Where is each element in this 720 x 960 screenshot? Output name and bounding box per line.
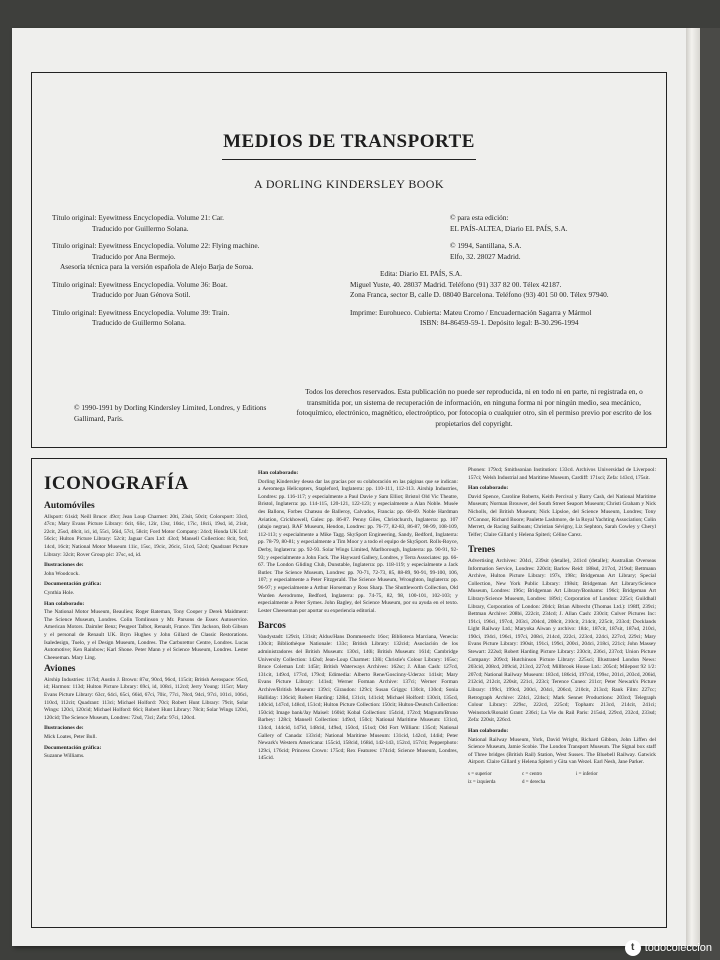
santillana-address: Elfo, 32. 28027 Madrid. [450, 251, 521, 261]
ilustradores-aviones: Mick Loates, Peter Bull. [44, 734, 97, 741]
iconografia-title: ICONOGRAFÍA [44, 473, 189, 494]
heading-documentacion-aviones: Documentación gráfica: [44, 744, 102, 751]
heading-trenes: Trenes [468, 545, 496, 556]
legend-item: s = superior [468, 771, 492, 777]
original-copyright: © 1990-1991 by Dorling Kindersley Limited, Londres, y Editions Gallimard, París. [74, 403, 267, 423]
credits-frame [31, 72, 667, 448]
credits-trenes: Advertising Archives: 204ci, 239sit (detalle), 241cd (detalle); Australian Overseas Information Service, Londres: 220cit; Barlow Reid: 188sd, 217cd, 219sd; Bettmann Archive, Hulton Picture Library: 197s, 198c; Bridgeman Art Library; Special Collection, New York Public Library: 198sit; Bridgeman Art Library/Science Museum, Londres: 196c; Bridgeman Art Library/Bonhams: 196ci; Bridgeman Art Library/Science Museum, Londres: 189ci; Corporation of London: 225ci; Guildhall Library, Corporation of London: 204ci; Brian Albrecht (Thomas Ltd.): 198ff, 239ci; Bettman Archive: 208bi, 222cit, 234cd; J. Allan Cash: 230cit; Culver Pictures Inc: 191ci, 196ci, 197cd, 203ci, 204cd, 208cit, 210cit, 214cit, 225cit, 233cd; Docklands Light Railway Ltd.; Maryoka Aiwan y archivo: 184c, 187cit, 187sit, 187sd, 210ci, 190ci, 194ci, 196ci, 197ci, 208ci, 214cd, 222ci, 223cd, 224ci, 227cd, 229ci; Mary Evans Picture Library: 190sit, 191ci, 199ci, 200ci, 204ci, 218ci, 221ci; John Massey Stewart: 222sd; Robert Harding Picture Library: 230cit, 236ci, 237cd; Union Picture Company: 209cd; Hutchinson Picture Library: 225sci; Illustrated London News: 203cid, 208cd, 209cid, 213cd, 227cd; Millbrook House Ltd.: 205cd; Milepost 92 1/2: 207cd; National Railway Museum: 183cd, 186cid, 197cid, 199sc, 201ci, 203cd, 206id, 212cid, 212cit, 220sit, 221ci, 223ci; Terence Cuneo: 211cr; Peter Newark's Picture Library: 199ci, 199cd, 200ci, 204ci, 206cd, 210cit, 213cd; Rank Film: 227cc; Retrograph Archive: 224ci, 224sci; Mark Sennet Productions: 203cd; Telegraph Colour Library: 229sc, 222cd, 225cd; Topham: 213cd, 214cit, 241ci; Weinstock/Ronald Grant: 236ci; La Vie du Rail Paris: 215sid, 229cd, 232cd, 233sd; Zefa: 220sit, 226cd. [468, 557, 656, 724]
heading-colaborado-barcos: Han colaborado: [468, 485, 509, 492]
heading-barcos: Barcos [258, 621, 286, 632]
book-title: MEDIOS DE TRANSPORTE [223, 131, 475, 152]
rights-notice: Todos los derechos reservados. Esta publicación no puede ser reproducida, ni en todo ni en parte, ni registrada en, o transmitida por, un sistema de recuperación de información, en ninguna forma ni por ningún medio, sea mecánico, fotoquímico, electrónico, magnético, electroóptico, por fotocopia o cualquier otro, sin el permiso previo por escrito de los propietarios del copyright. [296, 387, 652, 428]
colaboradores-aviones: Dorling Kindersley desea dar las gracias por su colaboración en las páginas que se indican: a Aeromega Helicopters, Stapleford, Inglaterra: pp. 110-111, 112-113. Airship Industries, Londres: pp. 116-117; y especialmente a Paul Davie y Sam Elliot; Bristol Old Vic Theatre, Bristol, Inglaterra: pp. 114-115, 120-121, 122-123; y especialmente a Alan Noble. Musée des Ballons, Forbes Chateau de Balleroy, Calvados, Francia: pp. 68-69. Noble Hardman Aviation, Crickhowell, Gales: pp. 86-87. Penny Giles, Christchurch, Inglaterra: pp. 107 (abajo negras). RAF Museum, Hendon, Londres: pp. 76-77, 82-83, 86-87, 98-99, 108-109, 112-113; y especialmente a Mike Tagg. SkySport Engineering, Sandy, Bedford, Inglaterra: pp. 78-79, 80-81; y especialmente a Tim Moor y a todo el equipo de SkySport. Rolls-Royce, Derby, Inglaterra: pp. 92-93. Solar Wings Limited, Marlborough, Inglaterra: pp. 90-91, 92-93; y especialmente a John Fack. The Hayward Gallery, Londres, y Terra Associates: pp. 66-67. The London Gliding Club, Dunstable, Inglaterra: pp. 118-119; y especialmente a Jack Butler. The Science Museum, Londres: pp. 70-71, 72-73, 85, 88-89, 90-91, 99-100, 106, 107; y especialmente a Peter Fitzgerald. The Science Museum, Wroughton, Inglaterra: pp. 96-97; y especialmente a Arthur Horseman y Ross Sharp. The Shuttleworth Collection, Old Warden Aerodrome, Bedford, Inglaterra: pp. 74-75, 82, 98, 100-101, 102-103; y especialmente a Peter Symes. John Bagley, del Science Museum, por su ayuda en el texto. Lester Cheeseman por aportar su experiencia editorial. [258, 478, 458, 614]
heading-colaborado: Han colaborado: [44, 600, 85, 607]
volume-21: Título original: Eyewitness Encyclopedia. Volume 21: Car. Traducido por Guillermo Solana. [52, 213, 224, 233]
original-titles [52, 213, 292, 336]
credits-aviones: Airship Industries: 117id; Austin J. Brown: 87sr, 90cd, 96cd, 115cit; British Aerospace: 95cd, id; Harmon: 113d; Hulton Picture Library: 69ci, id, 108ci, 112cd; Jerry Young: 115cr; Mary Evans Picture Library: 63cr, 64ci, 65ci, 66id, 67ci, 70ic, 77ci, 78cd, 94ci, 97ci, 101ci, 106ci, 110cd, 112cit; Quadrant: 113ci; Michael Holford: 70ci; Robert Hunt Library: 79cit, Solar Wings: 120ci, 120cid; Michael Holford: 66ci; Robert Hunt Library: 78cit; Solar Wings 120ci, 120cid; The Science Museum, Londres: 72sd, 73ci; Zefa: 97ci, 120cd. [44, 676, 248, 721]
heading-colaborado-trenes: Han colaborado: [468, 728, 509, 734]
volume-39: Título original: Eyewitness Encyclopedia. Volume 39: Train. Traducido de Guillermo Solana. [52, 307, 230, 327]
edition-copyright: © para esta edición: [450, 213, 509, 222]
heading-ilustraciones: Ilustraciones de: [44, 562, 84, 569]
legend-item: d = derecha [522, 779, 546, 785]
credits-automoviles: Allsport: 61sid; Neill Bruce: 49cr; Jean Loup Charmet: 20ti, 23sit, 50cit; Colorsport: 33cd, 47cn; Mary Evans Picture Library: 6cit, 6lic, 12ir, 13sr, 16tic, 17ic, 18cii, 19sd, id, 21sit, 22cit, 25sd, 48cit, ici, id, 55ci, 56id, 57ci, 58cit; Ford Motor Company: 24cd; Honda UK Ltd: 56cic; Hulton Picture Library: 52cit; Jaguar Cars Ltd: 43cd; Mansell Collection: 8cit, 9cd, 14cd, 16cit; National Motor Museum 11ic, 15sc, 19cic, 26cic, 51cd, 52cd; Quadrant Picture Library: 32cit; Rover Group plc: 37sc, sd, id. [44, 513, 248, 558]
iconografia-frame [31, 458, 667, 928]
legend-item: i = inferior [576, 771, 598, 777]
heading-automoviles: Automóviles [44, 501, 95, 511]
volume-22: Título original: Eyewitness Encyclopedia. Volume 22: Flying machine. Traducido por Ana Bermejo. Asesoría técnica para la versión española de Alejo Barja de Soroa. [52, 241, 260, 271]
watermark-logo-icon: t [625, 940, 641, 956]
publisher: Edita: Diario EL PAÍS, S.A. [380, 269, 462, 278]
heading-aviones: Aviones [44, 664, 76, 675]
isbn: ISBN: 84-86459-59-1. Depósito legal: B-30.296-1994 [420, 318, 579, 327]
watermark [625, 940, 712, 956]
legend-item: iz = izquierda [468, 779, 496, 785]
volume-36: Título original: Eyewitness Encyclopedia. Volume 36: Boat. Traducido por Juan Génova Sotil. [52, 279, 228, 299]
documentacion: Cynthia Hole. [44, 589, 75, 596]
book-page [12, 28, 686, 946]
column-colaboradores-barcos [258, 467, 458, 765]
book-cover-edge [700, 28, 720, 960]
madrid-address: Miguel Yuste, 40. 28037 Madrid. Teléfono (91) 337 82 00. Télex 42187. [350, 279, 562, 289]
documentacion-aviones: Suzanne Williams. [44, 753, 85, 760]
heading-documentacion: Documentación gráfica: [44, 581, 102, 588]
heading-ilustraciones-aviones: Ilustraciones de: [44, 725, 84, 732]
colaboradores-trenes: National Railway Museum, York, David Wright, Richard Gibbon, John Liffen del Science Museum, Jamie Scobie. The London Transport Museum. The Signal box staff of Three bridges (British Rail) Station, West Sussex. The Bluebell Railway. Gatwick Airport. Claire Gillard y Helena Spiteri y Gita van Wezel. Earl Nesh, Jane Parker. [468, 736, 656, 766]
edition-owner: EL PAÍS-ALTEA, Diario EL PAÍS, S.A. [450, 223, 568, 233]
printer: Imprime: Eurohueco. Cubierta: Mateu Cromo / Encuadernación Sagarra y Mármol [350, 307, 592, 317]
colaboradores-automoviles: The National Motor Museum, Beaulieu; Roger Bateman, Tony Cooper y Derek Maidment: The Science Museum, Londres. Colin Tomlinson y Mr. Parsons de Essex Autoservice. American Motors. Daimler Benz; Peugeot Talbot, Renault, France. Tim Jackson, Bob Gibson y el personal de Renault UK. Bryn Hughes y John Gillard de Classic Restorations. Isaledesign, Tuelo, y el Design Museum, Londres. The Carburettor Centre, Londres. Lucas Automotive; Ken Rainbow; Karl Shone. Peter Mann y el Science Museum, Londres. Lester Cheeseman. Mary Ling. [44, 609, 248, 661]
heading-colaborado-aviones: Han colaborado: [258, 470, 299, 476]
santillana-copyright: © 1994, Santillana, S.A. [450, 241, 522, 250]
publisher-line: A DORLING KINDERSLEY BOOK [254, 177, 444, 191]
column-trenes [468, 467, 656, 786]
title-rule [222, 159, 476, 160]
watermark-text: todocoleccion [644, 942, 712, 954]
column-automoviles-aviones [44, 499, 248, 763]
credits-barcos-cont: Phonen: 179cd; Smithsonian Institution: 133cd. Archivos Universidad de Liverpool: 157ci; Welsh Industrial and Maritime Museum, Cardiff: 171sci; Zefa: 143cd, 175sit. [468, 467, 656, 481]
colaboradores-barcos: David Spence, Caroline Roberts, Keith Percival y Barry Cash, del National Maritime Museum; Norman Brouwer, del South Street Seaport Museum; Christi Graham y Nick Nicholls, del British Museum; Nick Lipsloe, del Science Museum, Londres; Tony O'Connor, Richard Boore; Paulette Lashmore, de la Royal Yachting Association; Colin Merrett, de Racing Sailboats; Christian Sévigny, Liz Sephton, Sarah Cowley y Cheryl Telfer; Claire Gillard y Helena Spiteri; Céline Carez. [468, 493, 656, 538]
legend-item: c = centro [522, 771, 543, 777]
barcelona-address: Zona Franca, sector B, calle D. 08040 Barcelona. Teléfono (93) 401 50 00. Télex 97940. [350, 290, 609, 299]
edition-info [350, 213, 650, 336]
credits-barcos: Vandystadt: 129cit, 131sit; Aldus/Hans Dommenech: 16oc; Biblioteca Marciana, Venecia: 130cit; Bibliothèque Nationale: 133c; British Library: 132cid; Asociación de los administradores del British Museum: 130ci, 140i; British Museum: 161d; Cambridge University Collection: 142sd; Jean-Loup Charmet: 138i; Christie's Colour Library: 165sc; Bruce Coleman Ltd: 145ir; British Waterways Archives: 162sc; J. Allan Cash: 127cd, 131cit, 149cd, 177cd, 179cd; Edimedia: Alberto Rene/Goscinny-Uderzo: 141sit; Mary Evans Picture Library: 141sd; Werner Forman Archive: 137ci; Werner Forman Archive/British Museum: 139ci; Giraudon: 129ci; Susan Griggs: 130cit, 130cd; Sonia Halliday: 136cid; Robert Harding: 128id, 131cit, 141cid; Michael Holford: 130cit, 135cd, 140cid, 147cd, 148cd, 151cd; Hulton Picture Collection: 150cit; Hulton-Deutsch Collection: 150cid; Image bank/Jay Maisel: 160id; Kobal Collection: 154cid, 172cd; Magnum/Bruno Barbey: 128ci; Mansell Collection: 149cd, 150ci; National Maritime Museum: 131cd, 134cd, 144cid, 147id, 148cid, 149sd, 150cd, 151sd; Old Fort William: 135cd; National Gallery of Canada: 133cid; National Maritime Museum: 131cid, 142cd, 144id; Peter Newark's Western Americana: 155cid, 158cid, 168id, 142-143, 152cd, 157cit; Pepperphoto: 129ci, 176cid; Princess Crown: 175cd; Rex Features: 174cid; Science Museum, Londres, 145cid. [258, 633, 458, 762]
ilustrador: John Woodcock. [44, 570, 80, 577]
position-legend [468, 771, 656, 786]
page-edge [686, 28, 700, 946]
